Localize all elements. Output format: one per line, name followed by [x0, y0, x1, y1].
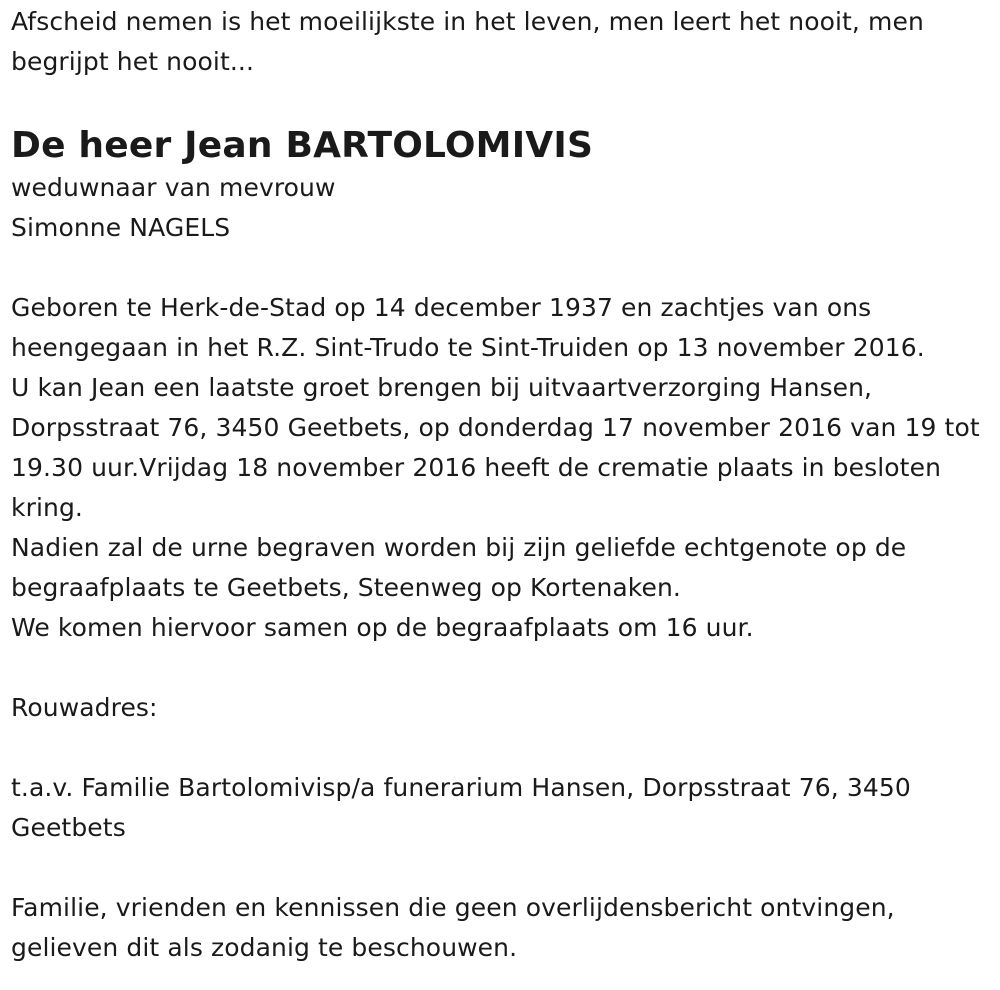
gathering-paragraph: We komen hiervoor samen op de begraafplaats om 16 uur.	[11, 613, 754, 642]
relation-line-1: weduwnaar van mevrouw	[11, 173, 336, 202]
spacer	[11, 648, 986, 688]
death-notice	[11, 2, 986, 968]
spacer	[11, 728, 986, 768]
closing-paragraph: Familie, vrienden en kennissen die geen overlijdensbericht ontvingen, gelieven dit als zodanig te beschouwen.	[11, 893, 895, 962]
address-value: t.a.v. Familie Bartolomivisp/a funerarium Hansen, Dorpsstraat 76, 3450 Geetbets	[11, 773, 911, 842]
birth-death-paragraph: Geboren te Herk-de-Stad op 14 december 1937 en zachtjes van ons heengegaan in het R.Z. Sint-Trudo te Sint-Truiden op 13 november 2016.	[11, 293, 925, 362]
spacer	[11, 848, 986, 888]
deceased-name: De heer Jean BARTOLOMIVIS	[11, 125, 594, 166]
address-label: Rouwadres:	[11, 693, 158, 722]
opening-quote: Afscheid nemen is het moeilijkste in het leven, men leert het nooit, men begrijpt het nooit...	[11, 7, 924, 76]
burial-paragraph: Nadien zal de urne begraven worden bij zijn geliefde echtgenote op de begraafplaats te Geetbets, Steenweg op Kortenaken.	[11, 533, 907, 602]
visitation-paragraph: U kan Jean een laatste groet brengen bij uitvaartverzorging Hansen, Dorpsstraat 76, 3450 Geetbets, op donderdag 17 november 2016 van 19 tot 19.30 uur.Vrijdag 18 november 2016 heeft de crematie plaats in besloten kring.	[11, 373, 980, 522]
relation-line-2: Simonne NAGELS	[11, 213, 231, 242]
spacer	[11, 248, 986, 288]
